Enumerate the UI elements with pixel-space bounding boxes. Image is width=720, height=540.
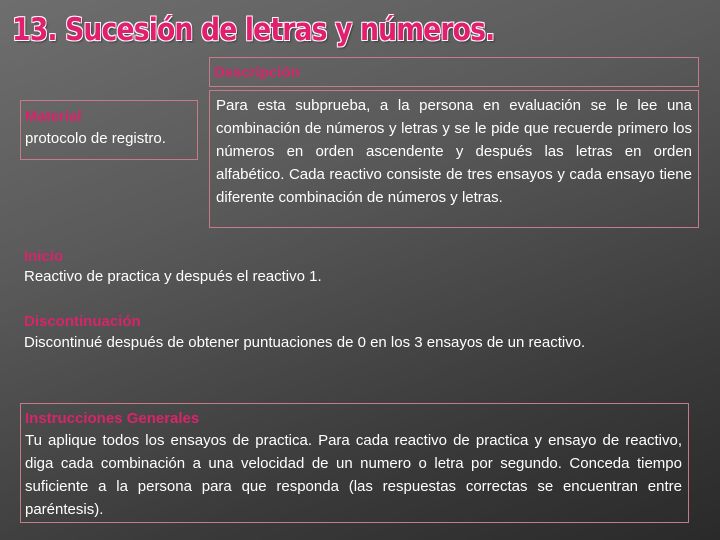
- instrucciones-label: Instrucciones Generales: [25, 410, 200, 427]
- material-label: Material: [25, 108, 82, 125]
- discontinuacion-section: [20, 307, 704, 357]
- descripcion-body-box: [209, 90, 699, 228]
- instrucciones-box: [20, 403, 689, 523]
- discontinuacion-label: Discontinuación: [24, 313, 141, 330]
- inicio-section: [20, 243, 690, 293]
- descripcion-header-box: [209, 57, 699, 87]
- material-box: [20, 100, 198, 160]
- instrucciones-text: Tu aplique todos los ensayos de practica. Para cada reactivo de practica y ensayo de reactivo, diga cada combinación a una velocidad de un numero o letra por segundo. Conceda tiempo suficiente a la persona para que responda (las respuestas correctas se encuentran entre paréntesis).: [25, 432, 682, 518]
- inicio-text: Reactivo de practica y después el reactivo 1.: [24, 268, 322, 285]
- descripcion-label: Descripción: [214, 64, 300, 81]
- slide-title: 13. Sucesión de letras y números.: [12, 12, 495, 48]
- inicio-label: Inicio: [24, 248, 64, 265]
- discontinuacion-text: Discontinué después de obtener puntuaciones de 0 en los 3 ensayos de un reactivo.: [24, 334, 586, 351]
- descripcion-text: Para esta subprueba, a la persona en evaluación se le lee una combinación de números y letras y se le pide que recuerde primero los números en orden ascendente y después las letras en orden alfabético. Cada reactivo consiste de tres ensayos y cada ensayo tiene diferente combinación de números y letras.: [216, 97, 692, 206]
- material-text: protocolo de registro.: [25, 130, 166, 147]
